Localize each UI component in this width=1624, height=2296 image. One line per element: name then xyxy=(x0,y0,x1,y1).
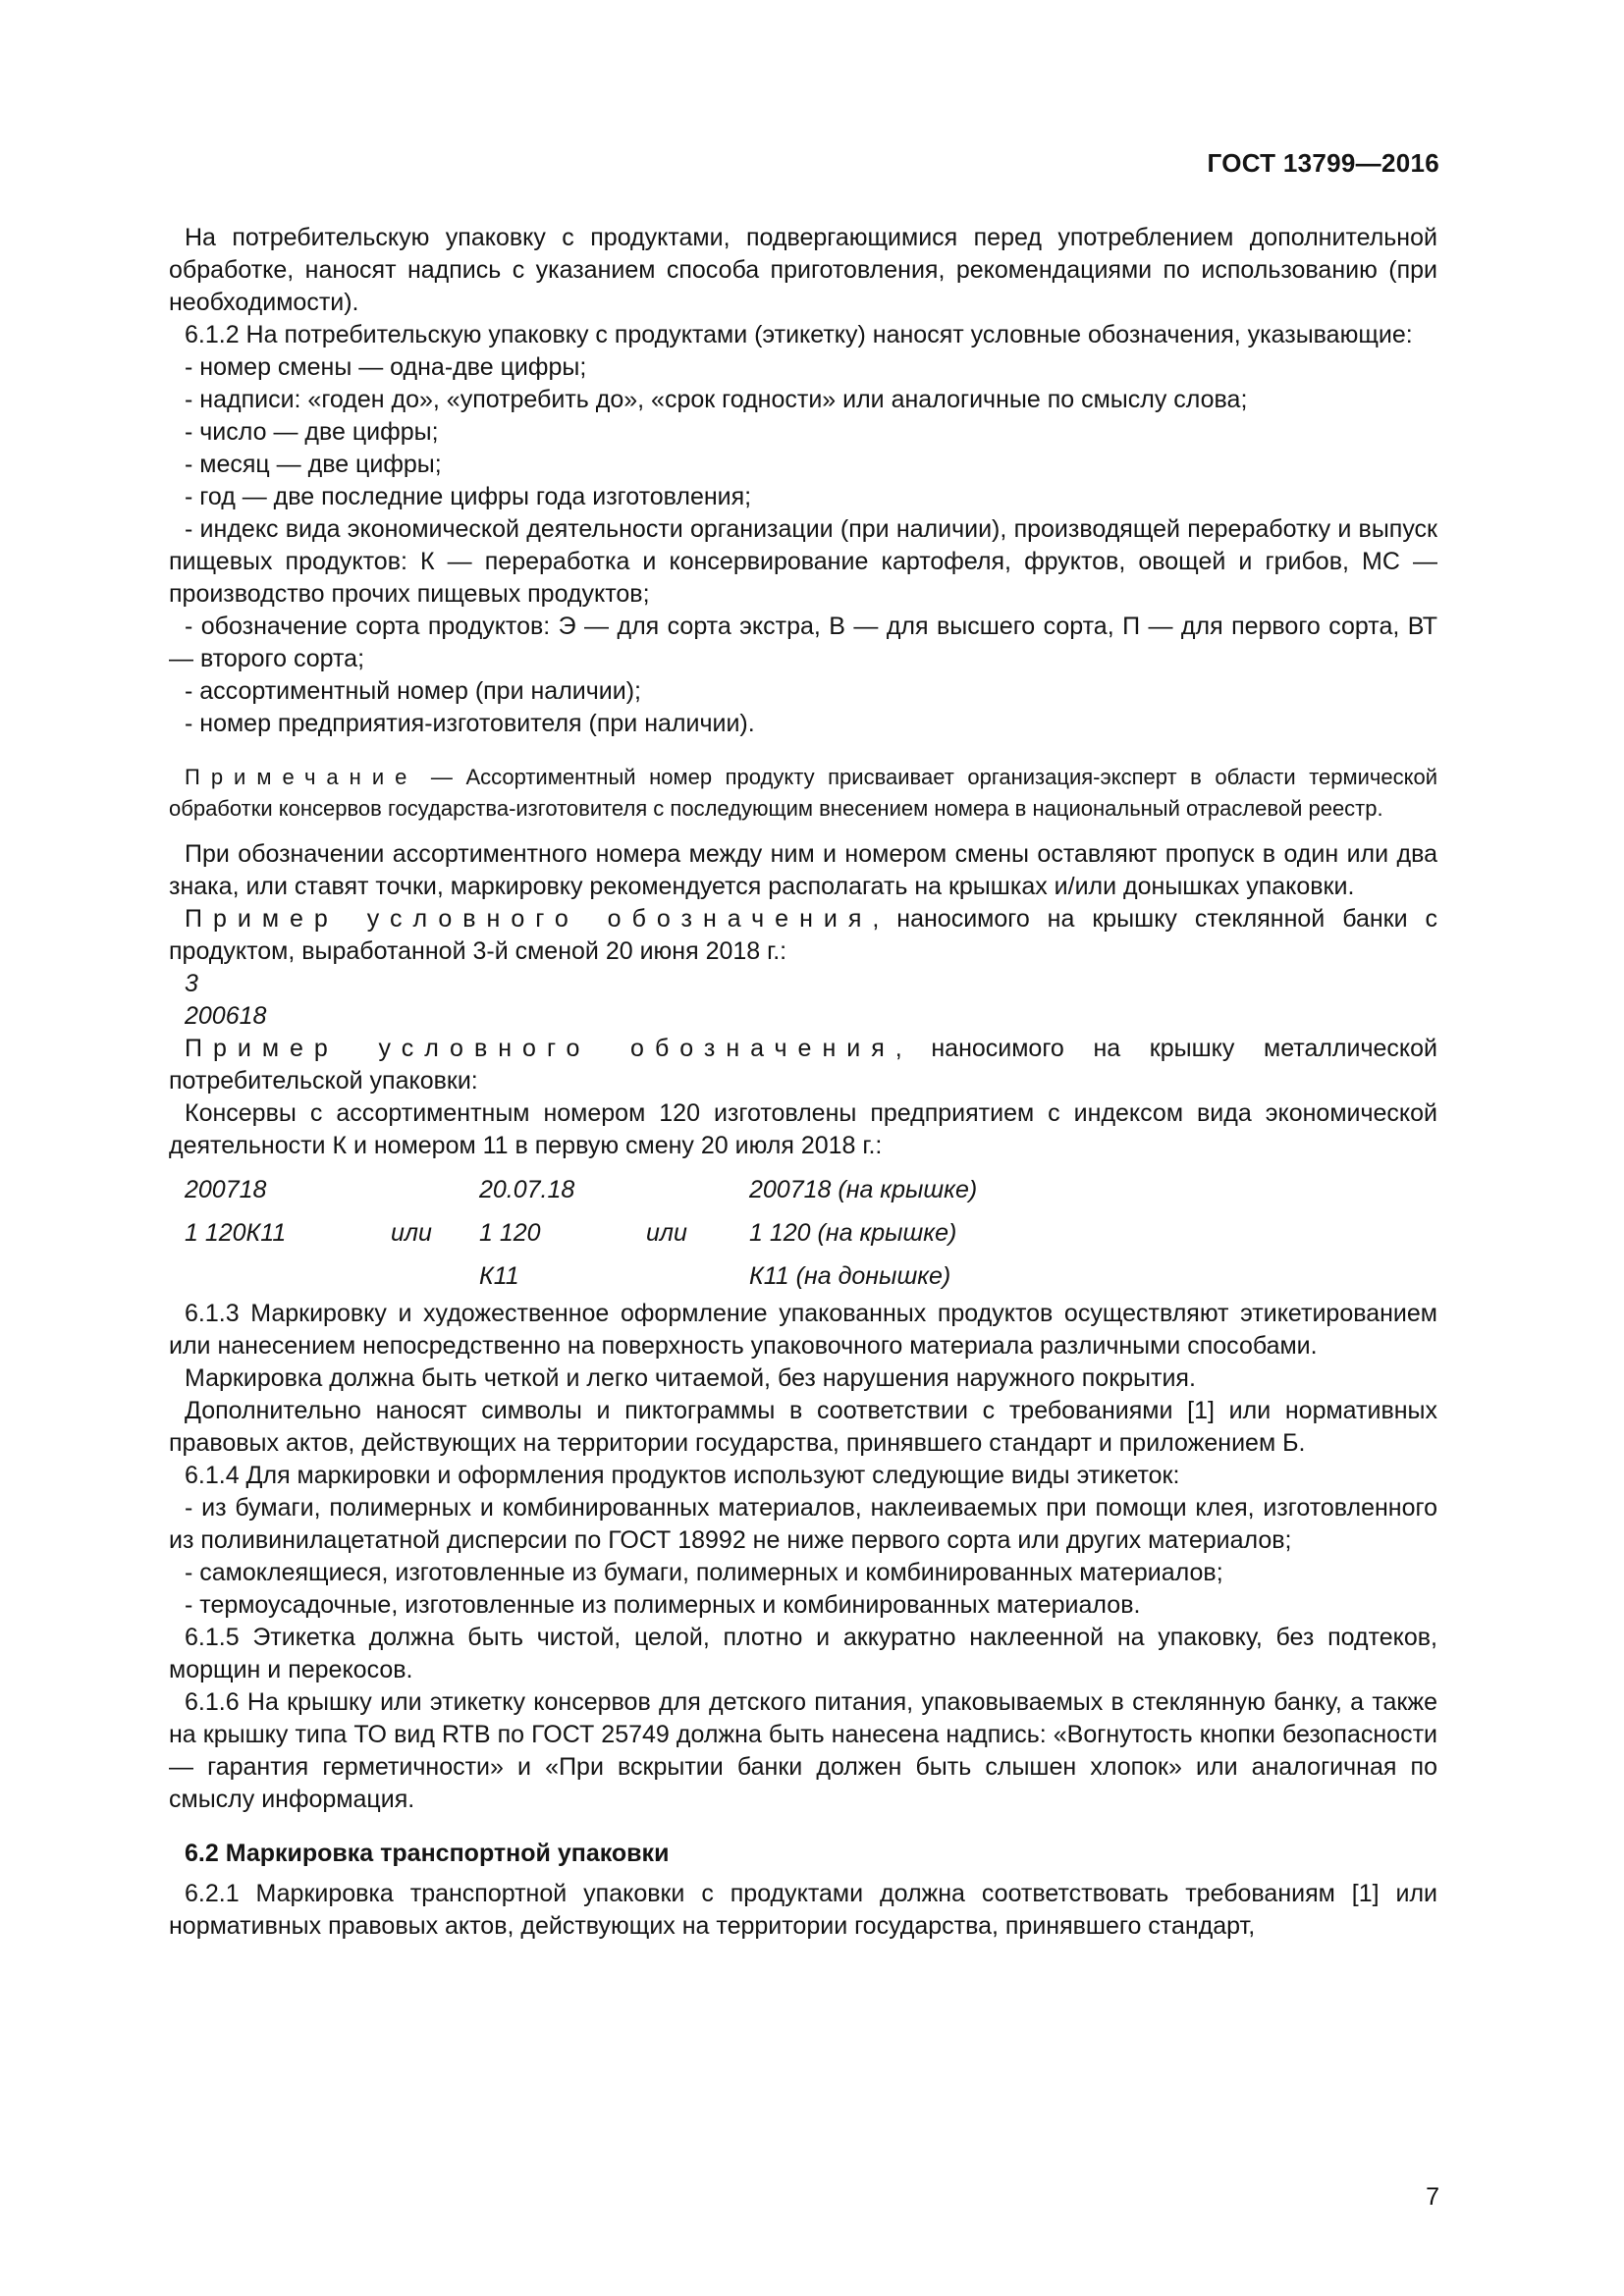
marking-codes-table xyxy=(185,1168,1044,1298)
code-cell: 1 120К11 xyxy=(185,1218,287,1247)
code-cell xyxy=(185,1255,391,1298)
paragraph-6-1-5: 6.1.5 Этикетка должна быть чистой, целой, плотно и аккуратно наклеенной на упаковку, без подтеков, морщин и перекосов. xyxy=(169,1624,1437,1683)
page-number: 7 xyxy=(1426,2183,1439,2211)
paragraph-intro: На потребительскую упаковку с продуктами, подвергающимися перед употреблением дополнительной обработке, наносят надпись с указанием способа приготовления, рекомендациями по использованию (при необходимости). xyxy=(169,224,1437,316)
example-1-intro xyxy=(169,903,1437,968)
list-item: - номер предприятия-изготовителя (при наличии). xyxy=(185,710,755,737)
list-6-1-4 xyxy=(169,1492,1437,1622)
code-cell: 1 120 xyxy=(479,1218,541,1247)
example-1-line-1: 3 xyxy=(185,970,198,997)
code-cell: 1 120 (на крышке) xyxy=(749,1218,957,1247)
code-cell: К11 xyxy=(479,1261,519,1290)
table-row xyxy=(185,1211,1044,1255)
list-item: - номер смены — одна-две цифры; xyxy=(185,353,587,381)
list-item: - ассортиментный номер (при наличии); xyxy=(185,677,641,705)
list-item: - год — две последние цифры года изготовления; xyxy=(185,483,752,510)
paragraph-6-2-1: 6.2.1 Маркировка транспортной упаковки с продуктами должна соответствовать требованиям [1] или нормативных правовых актов, действующих на территории государства, принявшего стандарт, xyxy=(169,1880,1437,1940)
paragraph-6-1-2: 6.1.2 На потребительскую упаковку с продуктами (этикетку) наносят условные обозначения, указывающие: xyxy=(185,321,1413,348)
example-2-label: Пример условного обозначения xyxy=(185,1035,895,1062)
page-body xyxy=(169,222,1437,1943)
code-cell xyxy=(646,1168,749,1211)
code-cell xyxy=(391,1255,479,1298)
table-row xyxy=(185,1255,1044,1298)
paragraph-clear-marking: Маркировка должна быть четкой и легко читаемой, без нарушения наружного покрытия. xyxy=(185,1364,1196,1392)
section-heading-6-2: 6.2 Маркировка транспортной упаковки xyxy=(185,1840,670,1867)
paragraph-6-1-4: 6.1.4 Для маркировки и оформления продуктов используют следующие виды этикеток: xyxy=(185,1462,1180,1489)
paragraph-6-1-6: 6.1.6 На крышку или этикетку консервов для детского питания, упаковываемых в стеклянную банку, а также на крышку типа ТО вид RTB по ГОСТ 25749 должна быть нанесена надпись: «Вогнутость кнопки безопасности — гарантия герметичности» и «При вскрытии банки должен быть слышен хлопок» или аналогичная по смыслу информация. xyxy=(169,1688,1437,1813)
example-1-text: , наносимого на крышку стеклянной банки с продуктом, выработанной 3-й сменой 20 июня 2018 г.: xyxy=(169,905,1437,965)
paragraph-assortment: При обозначении ассортиментного номера между ним и номером смены оставляют пропуск в один или два знака, или ставят точки, маркировку рекомендуется располагать на крышках и/или донышках упаковки. xyxy=(169,840,1437,900)
example-1-label: Пример условного обозначения xyxy=(185,905,873,933)
list-item: - надписи: «годен до», «употребить до», «срок годности» или аналогичные по смыслу слова; xyxy=(185,386,1248,413)
code-cell: 200718 (на крышке) xyxy=(749,1175,978,1203)
example-2-intro xyxy=(169,1033,1437,1097)
list-item: - самоклеящиеся, изготовленные из бумаги, полимерных и комбинированных материалов; xyxy=(185,1559,1223,1586)
list-item: - индекс вида экономической деятельности организации (при наличии), производящей переработку и выпуск пищевых продуктов: К — переработка и консервирование картофеля, фруктов, овощей и грибов, МС — производство прочих пищевых продуктов; xyxy=(169,515,1437,608)
note-text: — Ассортиментный номер продукту присваивает организация-эксперт в области термической обработки консервов государства-изготовителя с последующим внесением номера в национальный отраслевой реестр. xyxy=(169,765,1437,821)
list-item: - из бумаги, полимерных и комбинированных материалов, наклеиваемых при помощи клея, изготовленного из поливинилацетатной дисперсии по ГОСТ 18992 не ниже первого сорта или других материалов; xyxy=(169,1494,1437,1554)
code-cell: или xyxy=(391,1218,432,1247)
code-cell xyxy=(646,1255,749,1298)
code-cell: 200718 xyxy=(185,1175,267,1203)
list-item: - обозначение сорта продуктов: Э — для сорта экстра, В — для высшего сорта, П — для первого сорта, ВТ — второго сорта; xyxy=(169,613,1437,672)
note-paragraph xyxy=(169,762,1437,825)
code-cell xyxy=(391,1168,479,1211)
example-1-line-2: 200618 xyxy=(185,1002,267,1030)
example-2-text: , наносимого на крышку металлической потребительской упаковки: xyxy=(169,1035,1438,1095)
code-cell: К11 (на донышке) xyxy=(749,1261,951,1290)
paragraph-6-1-3: 6.1.3 Маркировку и художественное оформление упакованных продуктов осуществляют этикетированием или нанесением непосредственно на поверхность упаковочного материала различными способами. xyxy=(169,1300,1437,1360)
list-item: - месяц — две цифры; xyxy=(185,451,442,478)
list-item: - термоусадочные, изготовленные из полимерных и комбинированных материалов. xyxy=(185,1591,1141,1619)
list-6-1-2 xyxy=(169,351,1437,740)
note-label: Примечание xyxy=(185,765,418,789)
table-row xyxy=(185,1168,1044,1211)
example-2-description: Консервы с ассортиментным номером 120 изготовлены предприятием с индексом вида экономической деятельности К и номером 11 в первую смену 20 июля 2018 г.: xyxy=(169,1099,1437,1159)
code-cell: 20.07.18 xyxy=(479,1175,575,1203)
code-cell: или xyxy=(646,1218,687,1247)
paragraph-symbols: Дополнительно наносят символы и пиктограммы в соответствии с требованиями [1] или нормативных правовых актов, действующих на территории государства, принявшего стандарт и приложением Б. xyxy=(169,1397,1437,1457)
document-code-header: ГОСТ 13799—2016 xyxy=(1207,148,1439,178)
list-item: - число — две цифры; xyxy=(185,418,439,446)
